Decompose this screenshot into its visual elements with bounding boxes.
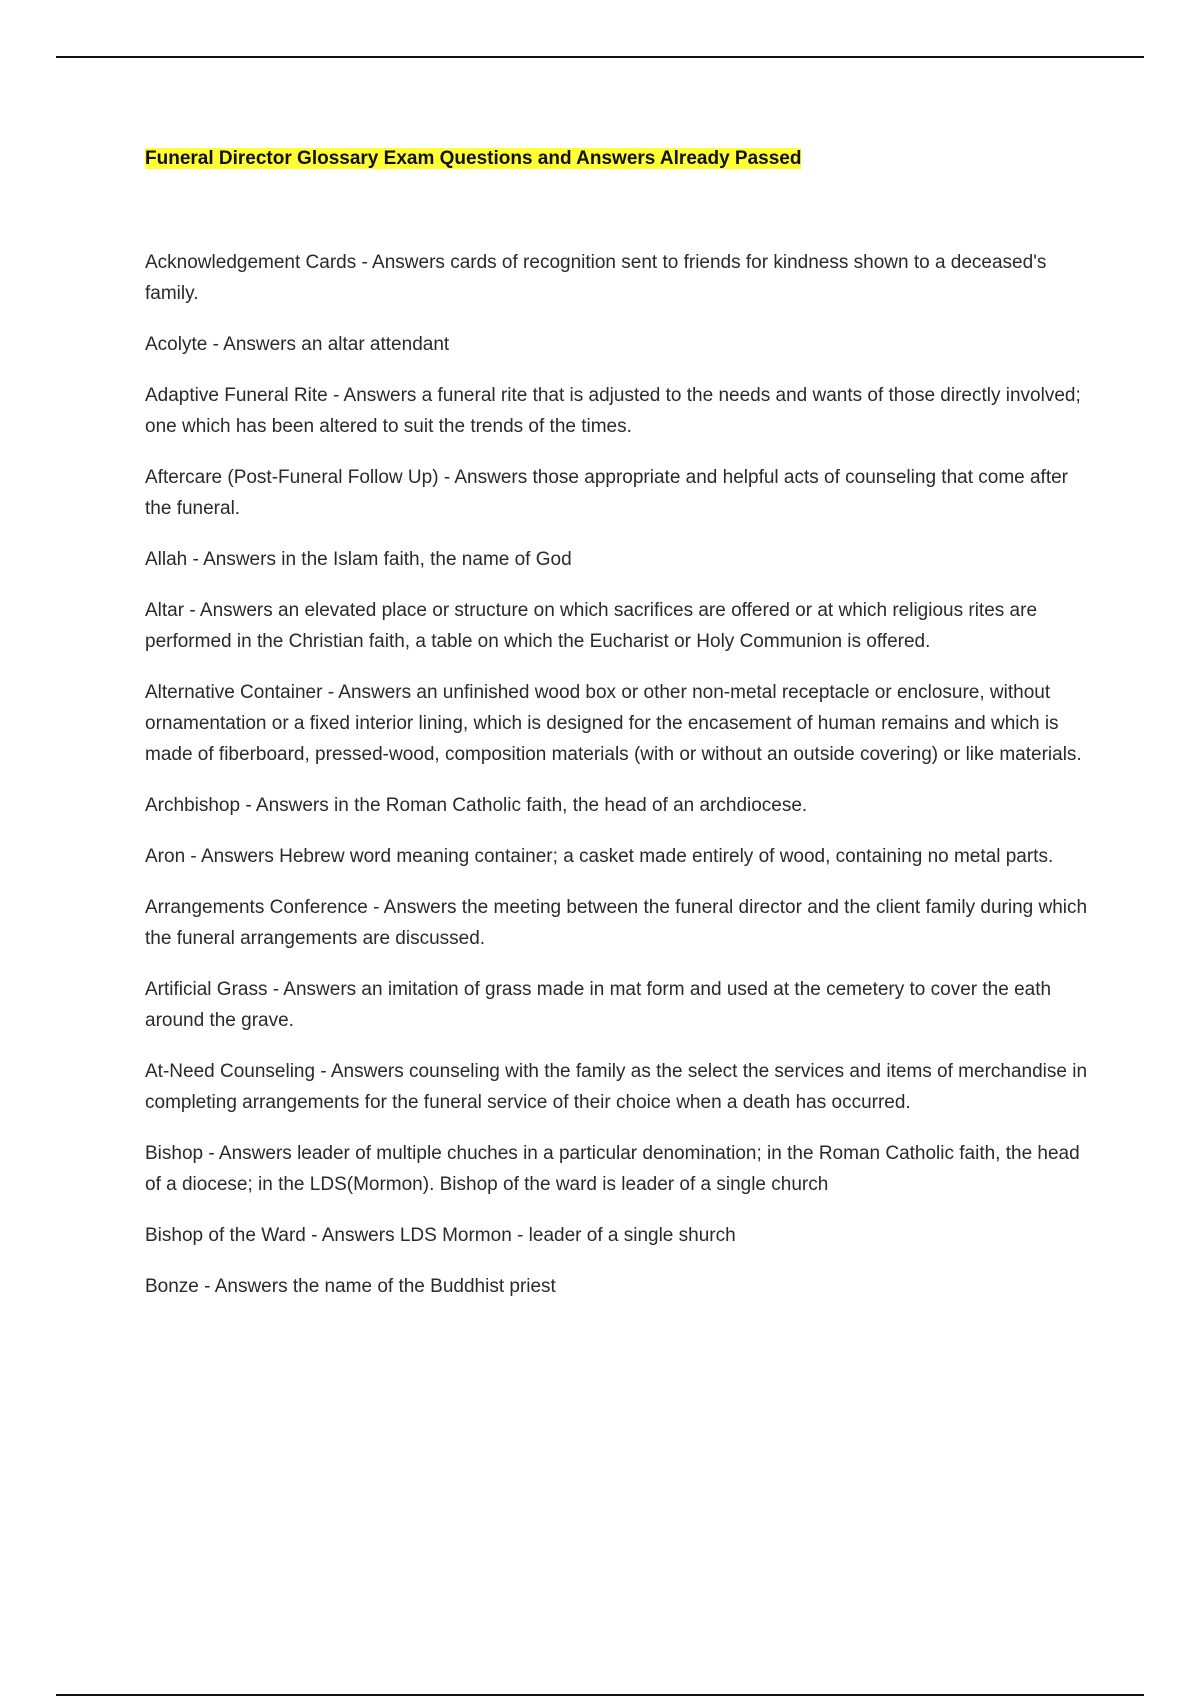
document-title: Funeral Director Glossary Exam Questions and Answers Already Passed	[145, 148, 802, 169]
document-body	[145, 146, 1090, 1322]
glossary-entry: Acolyte - Answers an altar attendant	[145, 334, 450, 355]
glossary-entry: Bonze - Answers the name of the Buddhist priest	[145, 1276, 556, 1297]
glossary-entry: Acknowledgement Cards - Answers cards of recognition sent to friends for kindness shown to a deceased's family.	[145, 252, 1047, 304]
glossary-entry: Altar - Answers an elevated place or structure on which sacrifices are offered or at which religious rites are performed in the Christian faith, a table on which the Eucharist or Holy Communion is offered.	[145, 600, 1038, 652]
glossary-entry: Aftercare (Post-Funeral Follow Up) - Answers those appropriate and helpful acts of counseling that come after the funeral.	[145, 467, 1069, 519]
glossary-entry: Alternative Container - Answers an unfinished wood box or other non-metal receptacle or enclosure, without ornamentation or a fixed interior lining, which is designed for the encasement of human remains and which is made of fiberboard, pressed-wood, composition materials (with or without an outside covering) or like materials.	[145, 682, 1082, 765]
glossary-entry: Archbishop - Answers in the Roman Catholic faith, the head of an archdiocese.	[145, 795, 808, 816]
glossary-entry: Artificial Grass - Answers an imitation of grass made in mat form and used at the cemetery to cover the eath around the grave.	[145, 979, 1052, 1031]
glossary-entry: Bishop - Answers leader of multiple chuches in a particular denomination; in the Roman Catholic faith, the head of a diocese; in the LDS(Mormon). Bishop of the ward is leader of a single church	[145, 1143, 1080, 1195]
glossary-entry: At-Need Counseling - Answers counseling with the family as the select the services and items of merchandise in completing arrangements for the funeral service of their choice when a death has occurred.	[145, 1061, 1088, 1113]
glossary-entry: Bishop of the Ward - Answers LDS Mormon - leader of a single shurch	[145, 1225, 736, 1246]
glossary-entry: Allah - Answers in the Islam faith, the name of God	[145, 549, 572, 570]
title-block	[145, 146, 1090, 173]
glossary-list	[145, 247, 1090, 1302]
glossary-entry: Arrangements Conference - Answers the meeting between the funeral director and the client family during which the funeral arrangements are discussed.	[145, 897, 1088, 949]
top-divider	[56, 56, 1144, 58]
glossary-entry: Adaptive Funeral Rite - Answers a funeral rite that is adjusted to the needs and wants of those directly involved; one which has been altered to suit the trends of the times.	[145, 385, 1081, 437]
glossary-entry: Aron - Answers Hebrew word meaning container; a casket made entirely of wood, containing no metal parts.	[145, 846, 1054, 867]
bottom-divider	[56, 1694, 1144, 1696]
